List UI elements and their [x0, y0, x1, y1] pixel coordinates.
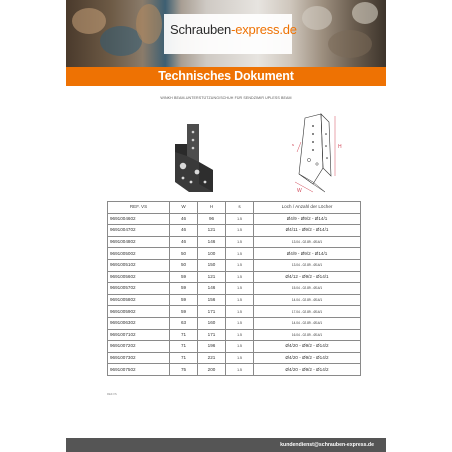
- table-body: [108, 213, 361, 375]
- table-row: [108, 341, 361, 353]
- table-row: [108, 294, 361, 306]
- cell-holes: Ø4/9 - Ø9/2 - Ø14/1: [254, 213, 361, 225]
- brand-logo: [170, 22, 297, 37]
- cell-ref: 9691005702: [108, 283, 170, 295]
- cell-h: 100: [198, 248, 226, 260]
- spec-table: [107, 201, 361, 376]
- cell-h: 146: [198, 283, 226, 295]
- table-row: [108, 248, 361, 260]
- cell-h: 150: [198, 259, 226, 271]
- table-row: [108, 306, 361, 318]
- col-header-s: s: [226, 202, 254, 214]
- cell-h: 171: [198, 329, 226, 341]
- cell-holes: 17.04 - 02.89 - Ø14/1: [254, 306, 361, 318]
- cell-w: 59: [170, 283, 198, 295]
- cell-w: 50: [170, 259, 198, 271]
- table-row: [108, 236, 361, 248]
- cell-w: 59: [170, 271, 198, 283]
- cell-s: 1.5: [226, 329, 254, 341]
- cell-ref: 9691007502: [108, 364, 170, 376]
- cell-s: 1.5: [226, 317, 254, 329]
- cell-ref: 9691007302: [108, 352, 170, 364]
- table-row: [108, 259, 361, 271]
- col-header-h: H: [198, 202, 226, 214]
- table-row: [108, 283, 361, 295]
- cell-s: 1.5: [226, 259, 254, 271]
- col-header-w: W: [170, 202, 198, 214]
- cell-w: 50: [170, 248, 198, 260]
- table-row: [108, 225, 361, 237]
- table-row: [108, 329, 361, 341]
- table-row: [108, 213, 361, 225]
- cell-w: 46: [170, 213, 198, 225]
- table-header-row: [108, 202, 361, 214]
- cell-w: 63: [170, 317, 198, 329]
- footnote: REF.VS: [107, 392, 117, 396]
- cell-ref: 9691004602: [108, 213, 170, 225]
- cell-h: 121: [198, 225, 226, 237]
- cell-h: 156: [198, 294, 226, 306]
- cell-w: 59: [170, 306, 198, 318]
- cell-holes: Ø4/20 - Ø9/2 - Ø14/2: [254, 341, 361, 353]
- cell-h: 146: [198, 236, 226, 248]
- table-row: [108, 317, 361, 329]
- product-subtitle: WINKH BEAM-UNTERSTÜTZUNG/SCHUH FÜR SENDZIMIR UPLESS BEAM: [160, 96, 292, 100]
- cell-s: 1.5: [226, 306, 254, 318]
- cell-s: 1.5: [226, 341, 254, 353]
- cell-w: 59: [170, 294, 198, 306]
- cell-h: 121: [198, 271, 226, 283]
- cell-holes: Ø4/20 - Ø9/2 - Ø14/2: [254, 364, 361, 376]
- cell-s: 1.5: [226, 364, 254, 376]
- table-row: [108, 352, 361, 364]
- cell-holes: Ø4/20 - Ø9/2 - Ø14/2: [254, 352, 361, 364]
- width-label: W: [297, 188, 302, 194]
- footer-bar: [66, 438, 386, 452]
- cell-ref: 9691005602: [108, 271, 170, 283]
- cell-s: 1.5: [226, 294, 254, 306]
- cell-w: 46: [170, 225, 198, 237]
- cell-holes: 13.04 - 02.89 - Ø14/1: [254, 259, 361, 271]
- cell-holes: 13.04 - 02.89 - Ø14/1: [254, 236, 361, 248]
- footer-email-link[interactable]: kundendienst@schrauben-express.de: [280, 442, 374, 448]
- cell-h: 171: [198, 306, 226, 318]
- cell-w: 71: [170, 352, 198, 364]
- cell-s: 1.5: [226, 236, 254, 248]
- cell-h: 160: [198, 317, 226, 329]
- cell-holes: Ø4/11 - Ø9/2 - Ø14/1: [254, 225, 361, 237]
- cell-s: 1.5: [226, 283, 254, 295]
- cell-holes: 14.04 - 02.89 - Ø14/1: [254, 294, 361, 306]
- document-title: Technisches Dokument: [158, 69, 294, 83]
- cell-holes: Ø4/9 - Ø9/2 - Ø14/1: [254, 248, 361, 260]
- logo-accent: -express.de: [231, 22, 297, 37]
- cell-ref: 9691006302: [108, 317, 170, 329]
- cell-s: 1.5: [226, 352, 254, 364]
- cell-s: 1.5: [226, 225, 254, 237]
- cell-ref: 9691005102: [108, 259, 170, 271]
- title-banner: [66, 67, 386, 86]
- cell-w: 71: [170, 329, 198, 341]
- cell-ref: 9691005002: [108, 248, 170, 260]
- height-label: H: [338, 144, 342, 150]
- cell-h: 200: [198, 364, 226, 376]
- cell-s: 1.5: [226, 271, 254, 283]
- product-photo: [169, 122, 215, 194]
- cell-holes: 16.04 - 02.89 - Ø14/1: [254, 329, 361, 341]
- cell-holes: 14.04 - 02.89 - Ø14/1: [254, 317, 361, 329]
- thickness-label: s: [292, 142, 294, 147]
- document-page: [66, 0, 386, 452]
- table-row: [108, 364, 361, 376]
- cell-w: 75: [170, 364, 198, 376]
- cell-s: 1.5: [226, 213, 254, 225]
- cell-h: 96: [198, 213, 226, 225]
- cell-ref: 9691007102: [108, 329, 170, 341]
- col-header-holes: Loch / Anzahl der Löcher: [254, 202, 361, 214]
- logo-main: Schrauben: [170, 22, 232, 37]
- cell-ref: 9691005802: [108, 294, 170, 306]
- cell-ref: 9691005902: [108, 306, 170, 318]
- cell-ref: 9691004802: [108, 236, 170, 248]
- header-photo-collage: [66, 0, 386, 67]
- cell-s: 1.5: [226, 248, 254, 260]
- cell-w: 46: [170, 236, 198, 248]
- technical-drawing: [291, 112, 361, 196]
- cell-h: 196: [198, 341, 226, 353]
- cell-holes: Ø4/12 - Ø9/2 - Ø14/1: [254, 271, 361, 283]
- cell-ref: 9691007202: [108, 341, 170, 353]
- table-row: [108, 271, 361, 283]
- cell-holes: 15.04 - 02.89 - Ø14/1: [254, 283, 361, 295]
- cell-h: 221: [198, 352, 226, 364]
- cell-w: 71: [170, 341, 198, 353]
- col-header-ref: REF. VS: [108, 202, 170, 214]
- cell-ref: 9691004702: [108, 225, 170, 237]
